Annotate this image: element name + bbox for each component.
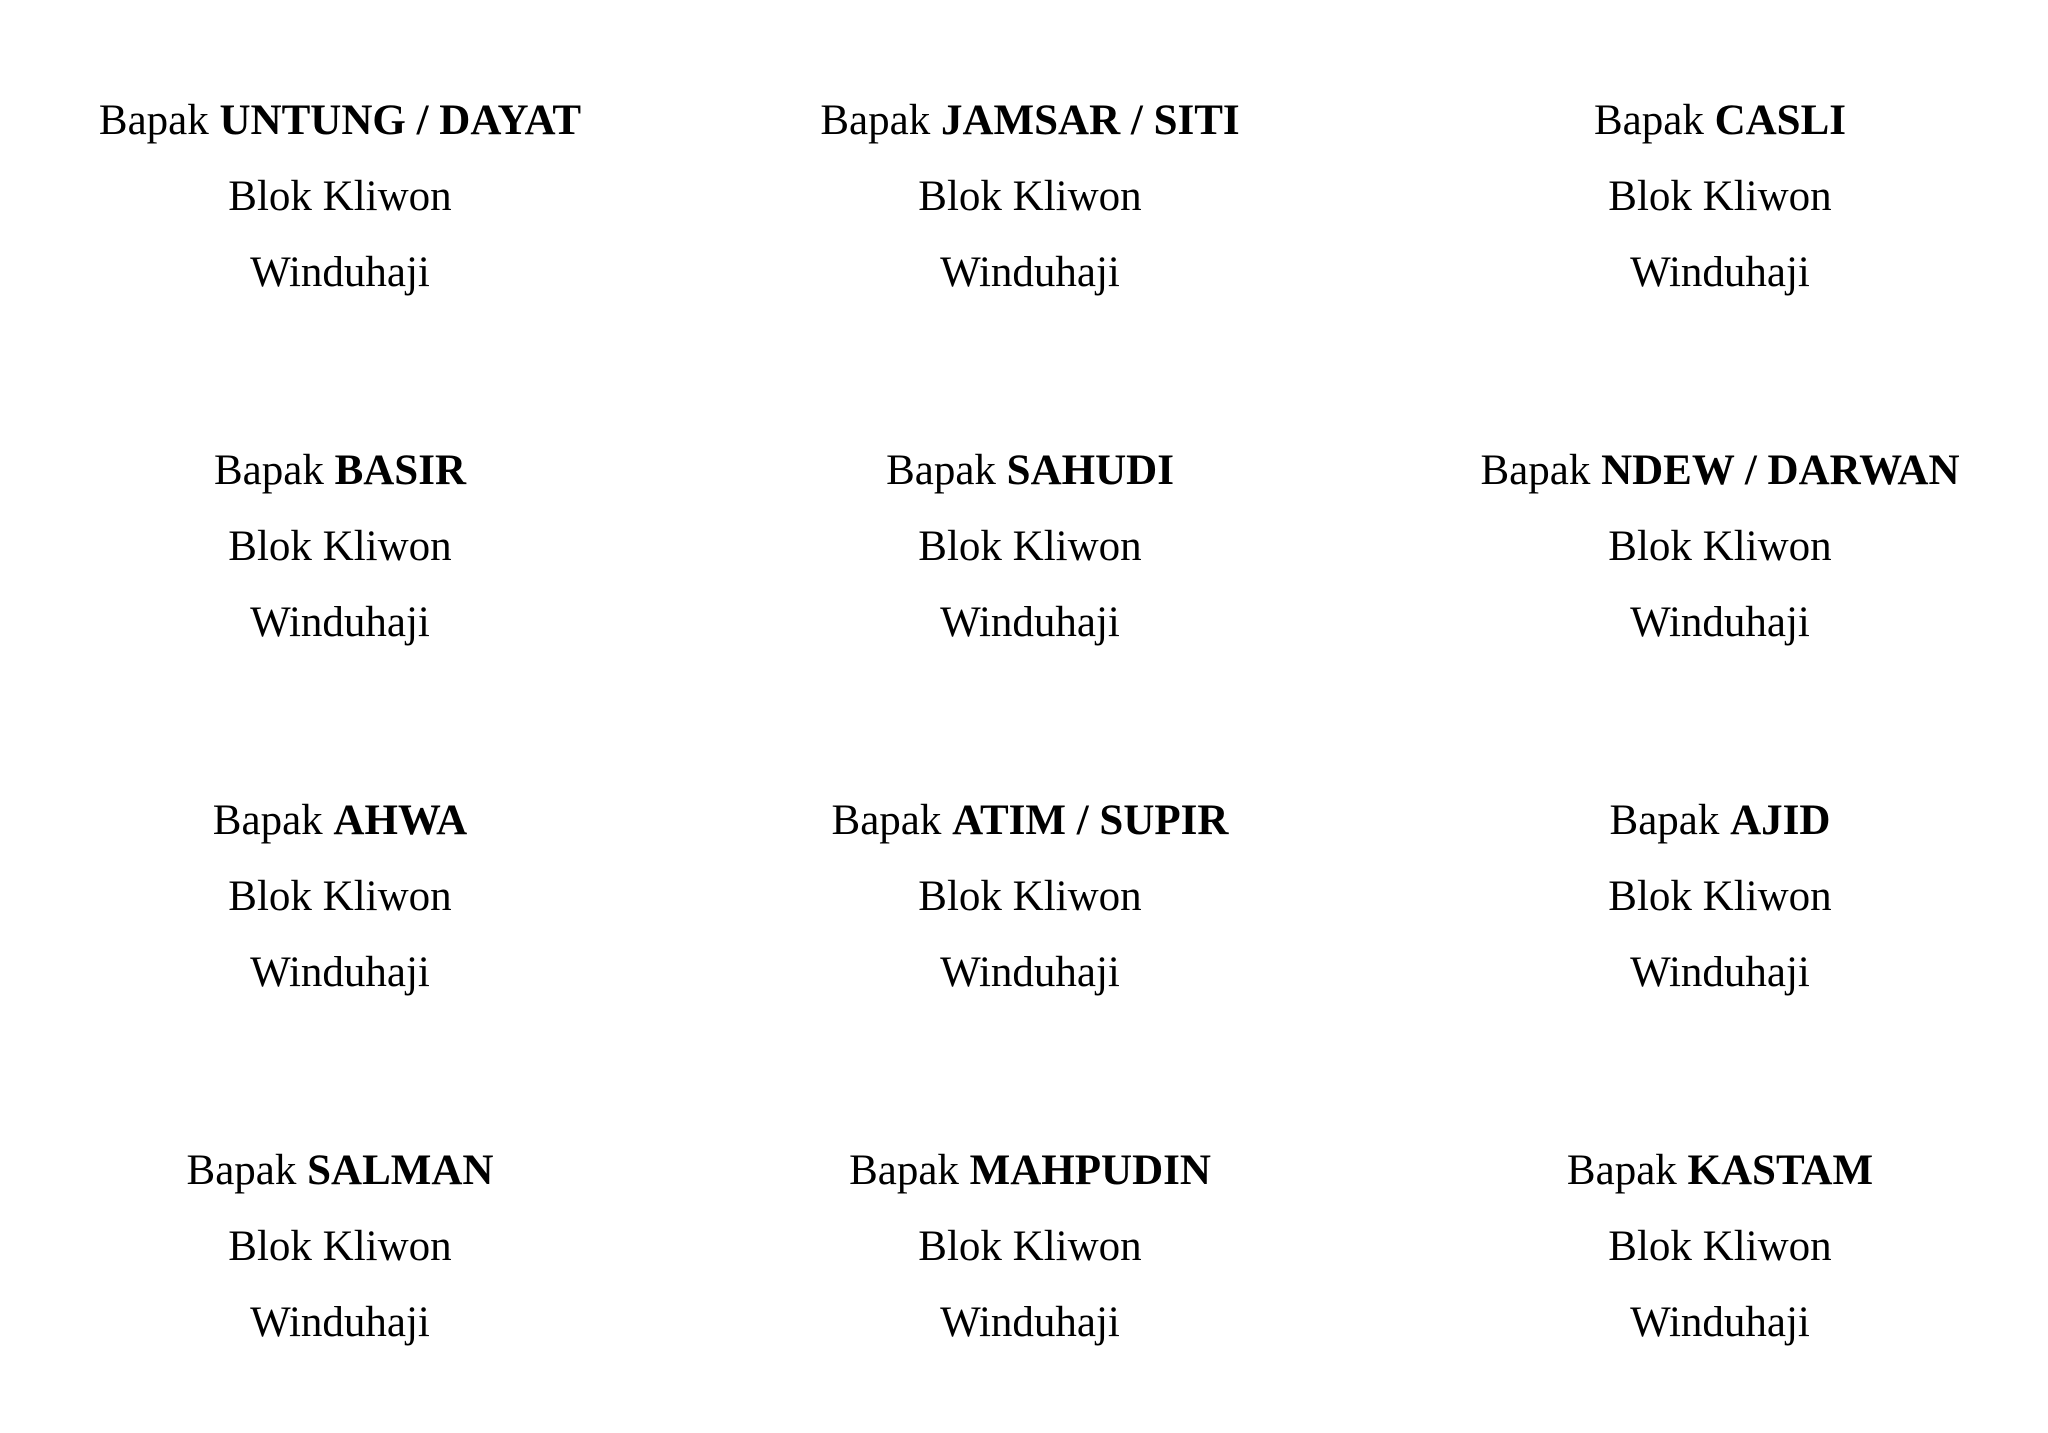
address-village: Winduhaji [1630, 249, 1810, 296]
address-block: Blok Kliwon [1608, 523, 1832, 570]
recipient-prefix: Bapak [831, 797, 942, 844]
recipient-name: AHWA [333, 797, 468, 844]
address-village: Winduhaji [940, 1299, 1120, 1346]
address-block: Blok Kliwon [228, 523, 452, 570]
recipient-line [1400, 433, 2040, 509]
recipient-line [710, 1133, 1350, 1209]
address-label [710, 83, 1350, 311]
address-label [20, 83, 660, 311]
address-village: Winduhaji [250, 1299, 430, 1346]
recipient-name: JAMSAR / SITI [940, 97, 1240, 144]
address-block: Blok Kliwon [1608, 1223, 1832, 1270]
recipient-name: AJID [1730, 797, 1831, 844]
recipient-line [20, 1133, 660, 1209]
recipient-line [710, 433, 1350, 509]
recipient-line [1400, 783, 2040, 859]
address-block: Blok Kliwon [918, 173, 1142, 220]
address-village: Winduhaji [250, 249, 430, 296]
address-label [20, 433, 660, 661]
recipient-line [710, 783, 1350, 859]
address-village: Winduhaji [1630, 949, 1810, 996]
recipient-prefix: Bapak [1593, 97, 1704, 144]
address-village: Winduhaji [250, 949, 430, 996]
recipient-prefix: Bapak [212, 797, 323, 844]
address-village: Winduhaji [1630, 599, 1810, 646]
recipient-line [20, 433, 660, 509]
recipient-line [20, 83, 660, 159]
recipient-name: BASIR [334, 447, 467, 494]
address-village: Winduhaji [940, 949, 1120, 996]
recipient-name: KASTAM [1687, 1147, 1874, 1194]
recipient-prefix: Bapak [186, 1147, 297, 1194]
recipient-prefix: Bapak [1480, 447, 1591, 494]
address-label [710, 783, 1350, 1011]
recipient-line [1400, 83, 2040, 159]
recipient-name: SALMAN [307, 1147, 494, 1194]
recipient-line [1400, 1133, 2040, 1209]
address-village: Winduhaji [1630, 1299, 1810, 1346]
address-label [20, 1133, 660, 1361]
recipient-name: CASLI [1714, 97, 1847, 144]
address-label [1400, 433, 2040, 661]
address-block: Blok Kliwon [1608, 173, 1832, 220]
address-label [710, 433, 1350, 661]
recipient-line [20, 783, 660, 859]
address-block: Blok Kliwon [918, 1223, 1142, 1270]
address-label [710, 1133, 1350, 1361]
address-block: Blok Kliwon [228, 873, 452, 920]
recipient-prefix: Bapak [98, 97, 209, 144]
recipient-prefix: Bapak [849, 1147, 959, 1194]
recipient-prefix: Bapak [820, 97, 931, 144]
address-label [1400, 83, 2040, 311]
address-village: Winduhaji [250, 599, 430, 646]
address-block: Blok Kliwon [1608, 873, 1832, 920]
recipient-name: MAHPUDIN [969, 1147, 1211, 1194]
address-label [1400, 1133, 2040, 1361]
address-block: Blok Kliwon [228, 173, 452, 220]
recipient-name: NDEW / DARWAN [1601, 447, 1960, 494]
address-block: Blok Kliwon [918, 873, 1142, 920]
address-village: Winduhaji [940, 249, 1120, 296]
address-block: Blok Kliwon [918, 523, 1142, 570]
recipient-line [710, 83, 1350, 159]
recipient-name: UNTUNG / DAYAT [219, 97, 582, 144]
recipient-prefix: Bapak [1566, 1147, 1677, 1194]
recipient-prefix: Bapak [1609, 797, 1720, 844]
address-village: Winduhaji [940, 599, 1120, 646]
recipient-name: SAHUDI [1006, 447, 1174, 494]
address-label [20, 783, 660, 1011]
address-block: Blok Kliwon [228, 1223, 452, 1270]
recipient-prefix: Bapak [886, 447, 996, 494]
recipient-name: ATIM / SUPIR [952, 797, 1229, 844]
address-label [1400, 783, 2040, 1011]
recipient-prefix: Bapak [213, 447, 324, 494]
